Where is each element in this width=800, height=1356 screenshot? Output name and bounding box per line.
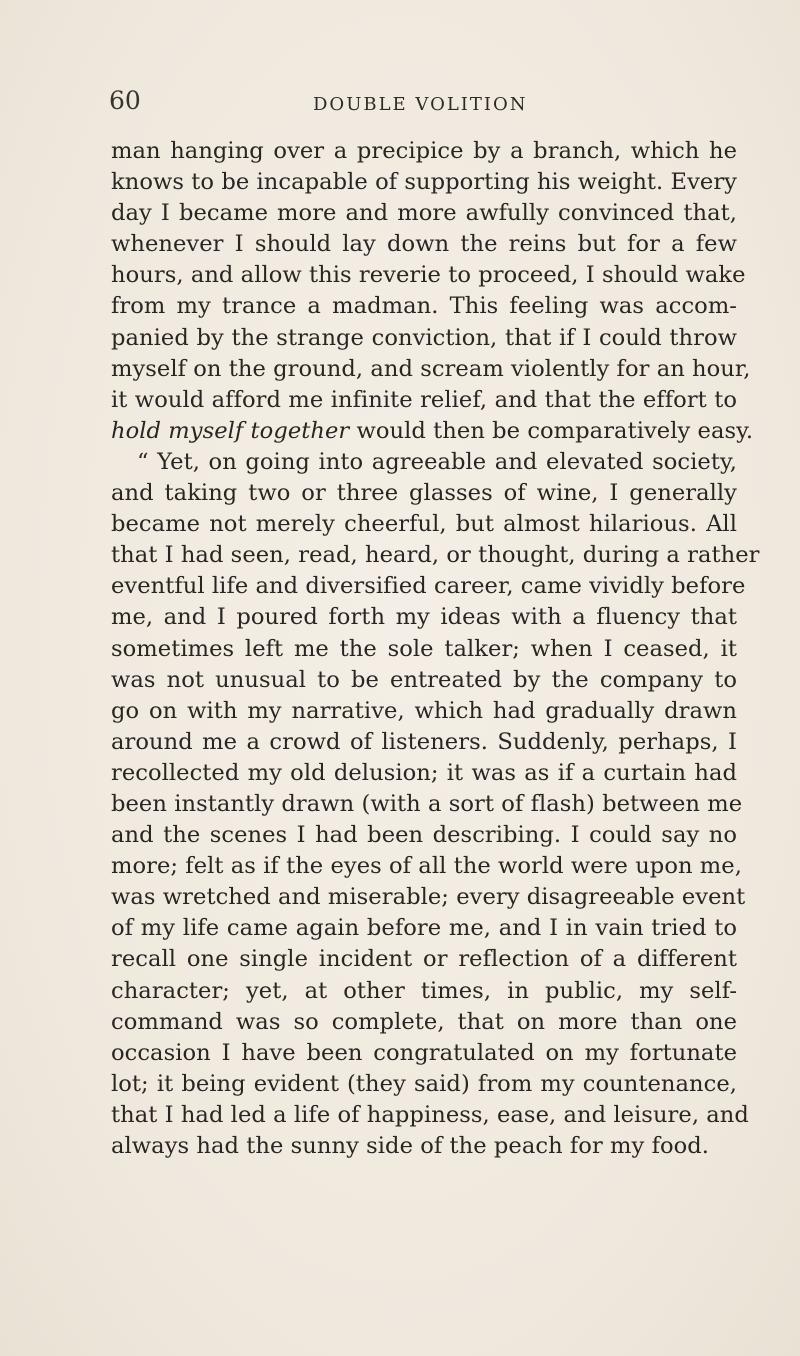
- text-line: around me a crowd of listeners. Suddenly, perhaps, I: [111, 728, 737, 755]
- text-line: man hanging over a precipice by a branch, which he: [111, 138, 737, 164]
- text-line: occasion I have been congratulated on my fortunate: [111, 1039, 737, 1066]
- text-line: was not unusual to be entreated by the company to: [111, 666, 737, 693]
- text-line: recall one single incident or reflection of a different: [111, 946, 737, 973]
- text-line: knows to be incapable of supporting his weight. Every: [111, 169, 737, 196]
- text-line: was wretched and miserable; every disagreeable event: [111, 884, 746, 911]
- text-line: it would afford me infinite relief, and that the effort to: [111, 386, 737, 413]
- text-line: from my trance a madman. This feeling was accom-: [111, 293, 737, 320]
- text-line: became not merely cheerful, but almost hilarious. All: [111, 511, 737, 538]
- text-line-with-emphasis: [111, 416, 754, 447]
- text-line: that I had seen, read, heard, or thought, during a rather: [111, 542, 760, 569]
- text-line: myself on the ground, and scream violently for an hour,: [111, 355, 751, 382]
- text-line: sometimes left me the sole talker; when I ceased, it: [111, 635, 737, 662]
- text-line: command was so complete, that on more than one: [111, 1008, 737, 1035]
- text-line: that I had led a life of happiness, ease, and leisure, and: [111, 1101, 749, 1128]
- text-line: hours, and allow this reverie to proceed, I should wake: [111, 262, 746, 289]
- running-head: DOUBLE VOLITION: [313, 94, 528, 115]
- emphasis-text: hold myself together: [111, 417, 350, 444]
- text-line: eventful life and diversified career, came vividly before: [111, 573, 746, 600]
- text-line: been instantly drawn (with a sort of flash) between me: [111, 790, 743, 817]
- text-line: whenever I should lay down the reins but for a few: [111, 231, 737, 258]
- text-line: me, and I poured forth my ideas with a fluency that: [111, 604, 737, 631]
- text-line: day I became more and more awfully convinced that,: [111, 200, 737, 227]
- text-segment: would then be comparatively easy.: [349, 417, 754, 444]
- page-number: 60: [109, 86, 141, 115]
- body-text: [111, 136, 760, 1162]
- text-line: panied by the strange conviction, that if I could throw: [111, 324, 737, 351]
- text-line: more; felt as if the eyes of all the world were upon me,: [111, 853, 742, 880]
- text-line: and the scenes I had been describing. I could say no: [111, 822, 737, 849]
- paragraph-first-line: “ Yet, on going into agreeable and elevated society,: [137, 448, 737, 475]
- text-line: go on with my narrative, which had gradually drawn: [111, 697, 737, 724]
- text-line: character; yet, at other times, in public, my self-: [111, 977, 737, 1004]
- text-line: lot; it being evident (they said) from my countenance,: [111, 1070, 737, 1097]
- text-line: of my life came again before me, and I in vain tried to: [111, 915, 737, 942]
- text-line: and taking two or three glasses of wine, I generally: [111, 480, 737, 507]
- text-line: recollected my old delusion; it was as if a curtain had: [111, 759, 737, 786]
- text-line: always had the sunny side of the peach for my food.: [111, 1133, 710, 1159]
